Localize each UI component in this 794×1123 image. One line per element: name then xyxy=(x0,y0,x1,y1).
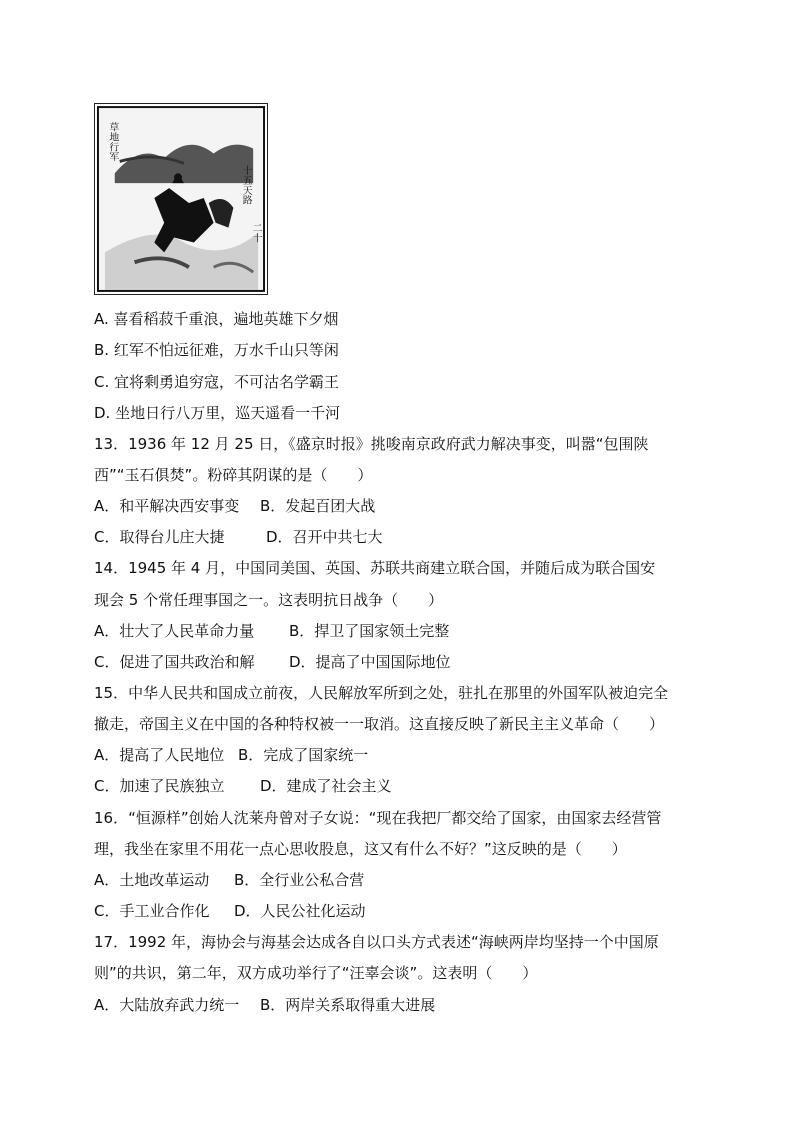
q14-option-b: B．捍卫了国家领土完整 xyxy=(289,622,450,640)
q16-options-cd xyxy=(94,901,366,921)
q15-stem-line2: 撤走，帝国主义在中国的各种特权被一一取消。这直接反映了新民主主义革命（ ） xyxy=(94,715,665,733)
q15-options-cd xyxy=(94,776,392,796)
q13-option-b: B．发起百团大战 xyxy=(260,497,376,515)
q14-stem-line2: 现会 5 个常任理事国之一。这表明抗日战争（ ） xyxy=(94,591,444,609)
q12-option-d: D. 坐地日行八万里，巡天遥看一千河 xyxy=(94,404,341,422)
long-march-painting xyxy=(94,103,268,295)
q16-stem-line1: 16．“恒源样”创始人沈莱舟曾对子女说：“现在我把厂都交给了国家，由国家去经营管 xyxy=(94,809,662,827)
q13-options-cd xyxy=(94,527,383,547)
q13-option-a: A．和平解决西安事变 xyxy=(94,497,240,515)
svg-text:十五天路: 十五天路 xyxy=(240,165,252,205)
q14-stem-line1: 14．1945 年 4 月，中国同美国、英国、苏联共商建立联合国，并随后成为联合国安 xyxy=(94,559,656,577)
q15-option-a: A．提高了人民地位 xyxy=(94,746,225,764)
q17-option-b: B．两岸关系取得重大进展 xyxy=(260,996,436,1014)
svg-text:草地行军: 草地行军 xyxy=(107,121,119,162)
q14-options-cd xyxy=(94,652,451,672)
q12-option-c: C. 宜将剩勇追穷寇，不可沽名学霸王 xyxy=(94,373,340,391)
q16-stem-line2: 理，我坐在家里不用花一点心思收股息，这又有什么不好？”这反映的是（ ） xyxy=(94,840,627,858)
q14-option-c: C．促进了国共政治和解 xyxy=(94,653,255,671)
q15-option-d: D．建成了社会主义 xyxy=(260,777,392,795)
q15-stem-line1: 15．中华人民共和国成立前夜，人民解放军所到之处，驻扎在那里的外国军队被迫完全 xyxy=(94,684,669,702)
q14-option-d: D．提高了中国国际地位 xyxy=(289,653,451,671)
q13-stem-line1: 13．1936 年 12 月 25 日，《盛京时报》挑唆南京政府武力解决事变，叫嚣“包围陕 xyxy=(94,435,649,453)
q13-options-ab xyxy=(94,496,376,516)
q13-option-c: C．取得台儿庄大捷 xyxy=(94,528,225,546)
q16-options-ab xyxy=(94,870,365,890)
q16-option-a: A．土地改革运动 xyxy=(94,871,210,889)
q15-option-b: B．完成了国家统一 xyxy=(238,746,369,764)
q16-option-c: C．手工业合作化 xyxy=(94,902,210,920)
q16-option-b: B．全行业公私合营 xyxy=(234,871,365,889)
q17-stem-line1: 17．1992 年，海协会与海基会达成各自以口头方式表述“海峡两岸均坚持一个中国原 xyxy=(94,933,659,951)
q14-option-a: A．壮大了人民革命力量 xyxy=(94,622,255,640)
q17-options-ab xyxy=(94,995,436,1015)
q14-options-ab xyxy=(94,621,450,641)
painting-image xyxy=(95,104,267,294)
q16-option-d: D．人民公社化运动 xyxy=(234,902,366,920)
q15-option-c: C．加速了民族独立 xyxy=(94,777,225,795)
q15-options-ab xyxy=(94,745,369,765)
q17-stem-line2: 则”的共识，第二年，双方成功举行了“汪辜会谈”。这表明（ ） xyxy=(94,964,538,982)
q13-stem-line2: 西”“玉石俱焚”。粉碎其阴谋的是（ ） xyxy=(94,466,373,484)
q17-option-a: A．大陆放弃武力统一 xyxy=(94,996,240,1014)
q12-option-b: B. 红军不怕远征难，万水千山只等闲 xyxy=(94,341,339,359)
q13-option-d: D．召开中共七大 xyxy=(266,528,383,546)
q12-option-a: A. 喜看稻菽千重浪，遍地英雄下夕烟 xyxy=(94,310,339,328)
svg-text:二十: 二十 xyxy=(250,222,262,243)
